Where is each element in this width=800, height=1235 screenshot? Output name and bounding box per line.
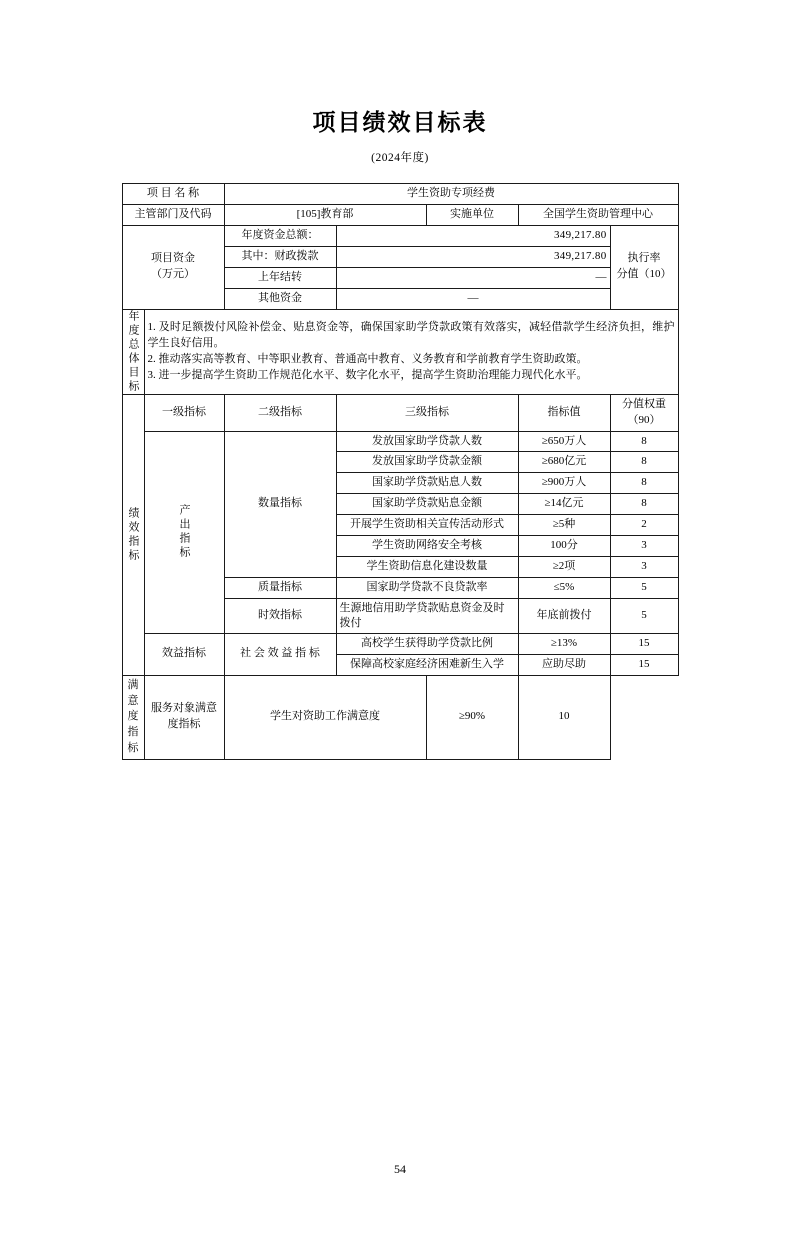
indicator-weight: 8 <box>610 473 678 494</box>
level1-satisfaction: 满意度指标 <box>122 675 144 760</box>
table-row-project-name <box>122 184 678 205</box>
annual-goal-content <box>144 309 678 394</box>
level3-indicator: 发放国家助学贷款金额 <box>336 452 518 473</box>
level3-indicator: 国家助学贷款贴息金额 <box>336 494 518 515</box>
annual-goal-item: 2. 推动落实高等教育、中等职业教育、普通高中教育、义务教育和学前教育学生资助政策。 <box>147 352 588 365</box>
indicator-value: ≤5% <box>518 578 610 599</box>
indicator-value: ≥90% <box>426 675 518 760</box>
table-row <box>122 675 678 760</box>
indicator-value: ≥5种 <box>518 515 610 536</box>
indicator-header-level1: 一级指标 <box>144 394 224 431</box>
indicator-value: ≥14亿元 <box>518 494 610 515</box>
table-row-annual-goal <box>122 309 678 394</box>
indicator-header-level3: 三级指标 <box>336 394 518 431</box>
table-row-indicator-header <box>122 394 678 431</box>
page-title: 项目绩效目标表 <box>312 110 488 135</box>
level3-indicator: 发放国家助学贷款人数 <box>336 431 518 452</box>
indicator-weight: 8 <box>610 452 678 473</box>
page-number: 54 <box>394 1162 406 1176</box>
level2-social-benefit: 社 会 效 益 指 标 <box>224 633 336 675</box>
level3-indicator: 高校学生获得助学贷款比例 <box>336 633 518 654</box>
funds-label <box>122 225 224 309</box>
indicator-weight: 10 <box>518 675 610 760</box>
exec-rate-label <box>610 225 678 309</box>
indicator-weight: 2 <box>610 515 678 536</box>
indicator-section-label-text: 绩效指标 <box>127 506 140 563</box>
funds-row-name: 其他资金 <box>224 288 336 309</box>
indicator-header-weight <box>610 394 678 431</box>
unit-label: 实施单位 <box>426 204 518 225</box>
page-subtitle: (2024年度) <box>371 152 429 164</box>
indicator-weight: 15 <box>610 654 678 675</box>
funds-row-value: — <box>336 288 610 309</box>
annual-goal-item: 3. 进一步提高学生资助工作规范化水平、数字化水平，提高学生资助治理能力现代化水平。 <box>147 368 588 381</box>
level2-quantity: 数量指标 <box>224 431 336 578</box>
indicator-weight: 3 <box>610 536 678 557</box>
level1-output-text: 产出指标 <box>178 504 191 561</box>
project-name-label: 项 目 名 称 <box>122 184 224 205</box>
funds-row-name: 年度资金总额： <box>224 225 336 246</box>
performance-target-table <box>122 183 679 760</box>
funds-row-name: 其中：财政拨款 <box>224 246 336 267</box>
level3-indicator: 国家助学贷款贴息人数 <box>336 473 518 494</box>
indicator-header-value: 指标值 <box>518 394 610 431</box>
annual-goal-label <box>122 309 144 394</box>
indicator-weight: 3 <box>610 557 678 578</box>
level1-output <box>144 431 224 633</box>
funds-row-name: 上年结转 <box>224 267 336 288</box>
unit-value: 全国学生资助管理中心 <box>518 204 678 225</box>
indicator-header-weight-line2: （90） <box>627 413 661 426</box>
project-name-value: 学生资助专项经费 <box>224 184 678 205</box>
department-value: [105]教育部 <box>224 204 426 225</box>
level3-indicator: 学生资助信息化建设数量 <box>336 557 518 578</box>
level1-benefit: 效益指标 <box>144 633 224 675</box>
level2-quality: 质量指标 <box>224 578 336 599</box>
indicator-section-label <box>122 394 144 675</box>
level2-service-satisfaction: 服务对象满意度指标 <box>144 675 224 760</box>
indicator-value: ≥650万人 <box>518 431 610 452</box>
indicator-value: ≥680亿元 <box>518 452 610 473</box>
table-row-department <box>122 204 678 225</box>
level3-indicator: 国家助学贷款不良贷款率 <box>336 578 518 599</box>
funds-label-line1: 项目资金 <box>151 252 195 265</box>
indicator-weight: 5 <box>610 599 678 634</box>
indicator-value: ≥13% <box>518 633 610 654</box>
annual-goal-item: 1. 及时足额拨付风险补偿金、贴息资金等，确保国家助学贷款政策有效落实，减轻借款学生经济负担，维护学生良好信用。 <box>147 320 675 349</box>
indicator-value: ≥2项 <box>518 557 610 578</box>
indicator-value: ≥900万人 <box>518 473 610 494</box>
indicator-weight: 8 <box>610 494 678 515</box>
indicator-weight: 15 <box>610 633 678 654</box>
funds-label-line2: （万元） <box>151 268 195 281</box>
level2-timeliness: 时效指标 <box>224 599 336 634</box>
level3-indicator: 学生资助网络安全考核 <box>336 536 518 557</box>
indicator-header-weight-line1: 分值权重 <box>622 397 666 410</box>
indicator-weight: 8 <box>610 431 678 452</box>
exec-rate-label-line1: 执行率 <box>627 252 661 265</box>
indicator-value: 100分 <box>518 536 610 557</box>
document-page <box>0 104 800 1235</box>
annual-goal-label-text: 年度总体目标 <box>127 309 140 394</box>
indicator-header-level2: 二级指标 <box>224 394 336 431</box>
indicator-value: 年底前拨付 <box>518 599 610 634</box>
exec-rate-label-line2: 分值（10） <box>616 268 672 281</box>
table-row-funds-total <box>122 225 678 246</box>
department-label: 主管部门及代码 <box>122 204 224 225</box>
level3-indicator: 开展学生资助相关宣传活动形式 <box>336 515 518 536</box>
indicator-weight: 5 <box>610 578 678 599</box>
funds-row-value: 349,217.80 <box>336 225 610 246</box>
table-row <box>122 633 678 654</box>
indicator-value: 应助尽助 <box>518 654 610 675</box>
table-row <box>122 431 678 452</box>
funds-row-value: 349,217.80 <box>336 246 610 267</box>
level3-indicator: 保障高校家庭经济困难新生入学 <box>336 654 518 675</box>
funds-row-value: — <box>336 267 610 288</box>
level3-indicator: 生源地信用助学贷款贴息资金及时拨付 <box>336 599 518 634</box>
level3-indicator: 学生对资助工作满意度 <box>224 675 426 760</box>
